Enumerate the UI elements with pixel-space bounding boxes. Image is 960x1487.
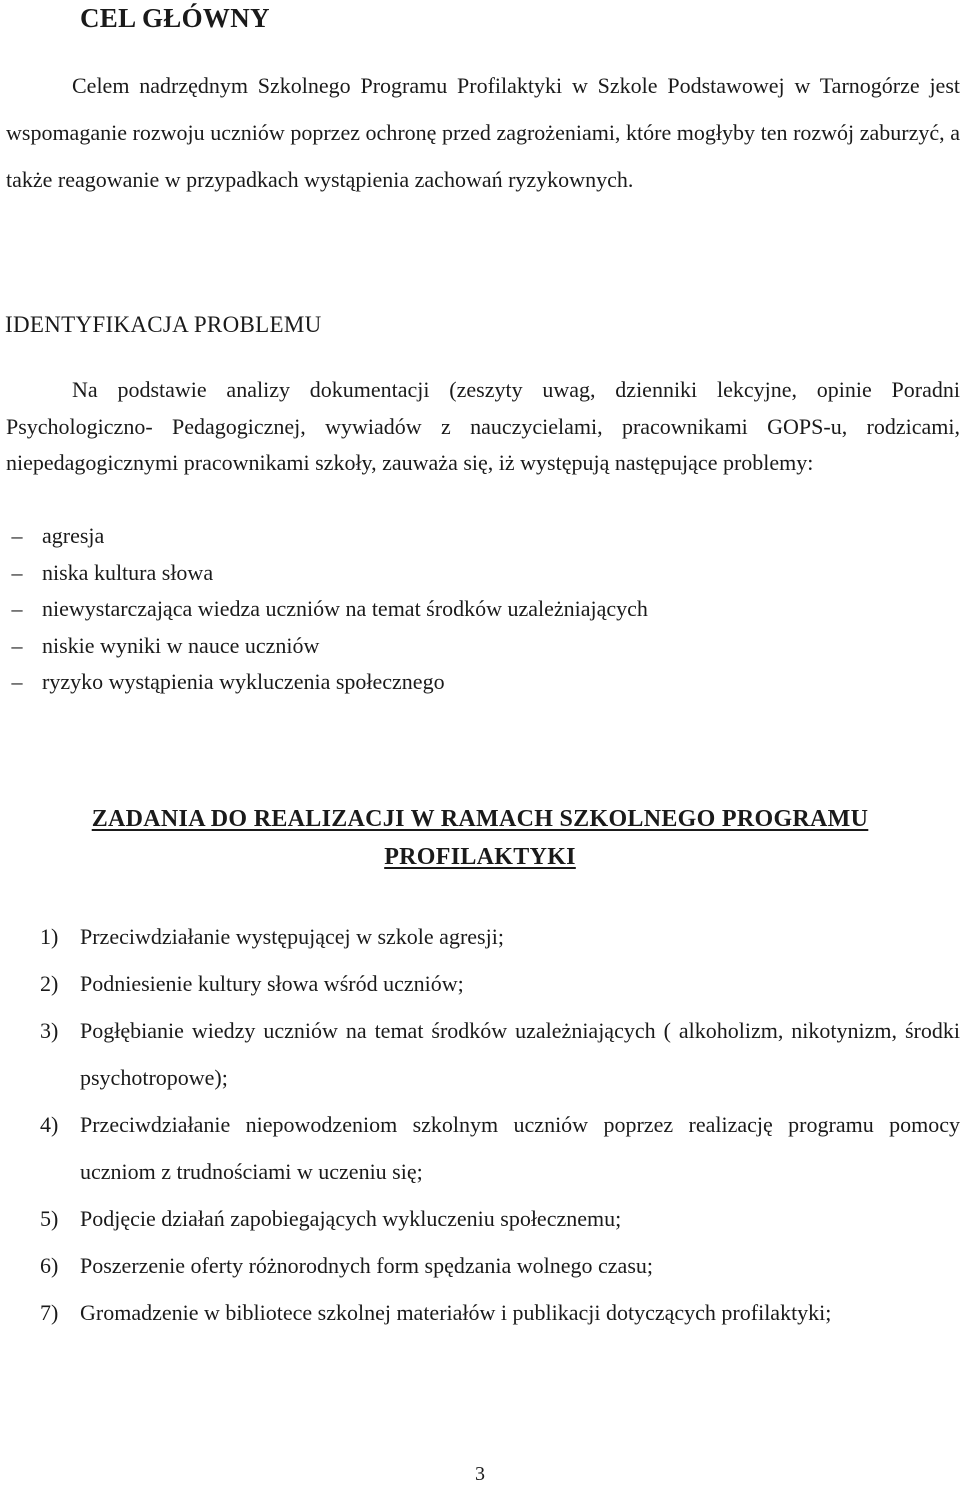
task-text: Pogłębianie wiedzy uczniów na temat środków uzależniających ( alkoholizm, nikotynizm, środki psychotropowe); xyxy=(80,1018,960,1090)
dash-bullet: – xyxy=(11,669,23,694)
task-list-item xyxy=(40,913,960,960)
task-text: Przeciwdziałanie niepowodzeniom szkolnym uczniów poprzez realizację programu pomocy uczniom z trudnościami w uczeniu się; xyxy=(80,1112,960,1184)
section-heading-tasks xyxy=(0,800,960,876)
dash-bullet: – xyxy=(11,596,23,621)
task-number: 3) xyxy=(40,1018,59,1043)
problem-item-text: agresja xyxy=(42,523,105,548)
problem-list-item xyxy=(6,555,946,592)
page-number: 3 xyxy=(475,1463,485,1485)
problem-list xyxy=(6,518,946,701)
task-number: 4) xyxy=(40,1112,59,1137)
problem-list-item xyxy=(6,518,946,555)
task-list-item xyxy=(40,1289,960,1336)
task-list-item xyxy=(40,960,960,1007)
tasks-heading-line2: PROFILAKTYKI xyxy=(384,844,576,870)
problem-list-item xyxy=(6,628,946,665)
problem-item-text: ryzyko wystąpienia wykluczenia społecznego xyxy=(42,669,445,694)
problem-list-item xyxy=(6,591,946,628)
task-list-item xyxy=(40,1195,960,1242)
task-list-item xyxy=(40,1242,960,1289)
problem-item-text: niskie wyniki w nauce uczniów xyxy=(42,632,320,658)
task-number: 5) xyxy=(40,1206,59,1231)
section-heading-problem: IDENTYFIKACJA PROBLEMU xyxy=(5,312,322,337)
task-text: Gromadzenie w bibliotece szkolnej materiałów i publikacji dotyczących profilaktyki; xyxy=(80,1300,832,1325)
task-list-item xyxy=(40,1101,960,1195)
dash-bullet: – xyxy=(11,523,23,548)
task-number: 2) xyxy=(40,971,59,996)
task-text: Poszerzenie oferty różnorodnych form spędzania wolnego czasu; xyxy=(80,1253,653,1278)
problem-paragraph: Na podstawie analizy dokumentacji (zeszyty uwag, dzienniki lekcyjne, opinie Poradni Psychologiczno- Pedagogicznej, wywiadów z nauczycielami, pracownikami GOPS-u, rodzicami, niepedagogicznymi pracownikami szkoły, zauważa się, iż występują następujące problemy: xyxy=(6,377,960,475)
tasks-heading-line1: ZADANIA DO REALIZACJI W RAMACH SZKOLNEGO PROGRAMU xyxy=(91,806,869,832)
task-list-item xyxy=(40,1007,960,1101)
dash-bullet: – xyxy=(11,559,23,585)
problem-item-text: niska kultura słowa xyxy=(42,559,214,585)
main-goal-paragraph: Celem nadrzędnym Szkolnego Programu Profilaktyki w Szkole Podstawowej w Tarnogórze jest wspomaganie rozwoju uczniów poprzez ochronę przed zagrożeniami, które mogłyby ten rozwój zaburzyć, a także reagowanie w przypadkach wystąpienia zachowań ryzykownych. xyxy=(6,73,960,192)
task-text: Przeciwdziałanie występującej w szkole agresji; xyxy=(80,924,504,949)
section-heading-main-goal: CEL GŁÓWNY xyxy=(80,3,270,33)
dash-bullet: – xyxy=(11,632,23,658)
task-text: Podjęcie działań zapobiegających wykluczeniu społecznemu; xyxy=(80,1206,622,1231)
problem-list-item xyxy=(6,664,946,701)
problem-item-text: niewystarczająca wiedza uczniów na temat środków uzależniających xyxy=(42,596,648,621)
task-list xyxy=(40,913,960,1336)
task-number: 7) xyxy=(40,1300,59,1325)
task-number: 1) xyxy=(40,924,59,949)
task-number: 6) xyxy=(40,1253,59,1278)
task-text: Podniesienie kultury słowa wśród uczniów; xyxy=(80,971,464,996)
